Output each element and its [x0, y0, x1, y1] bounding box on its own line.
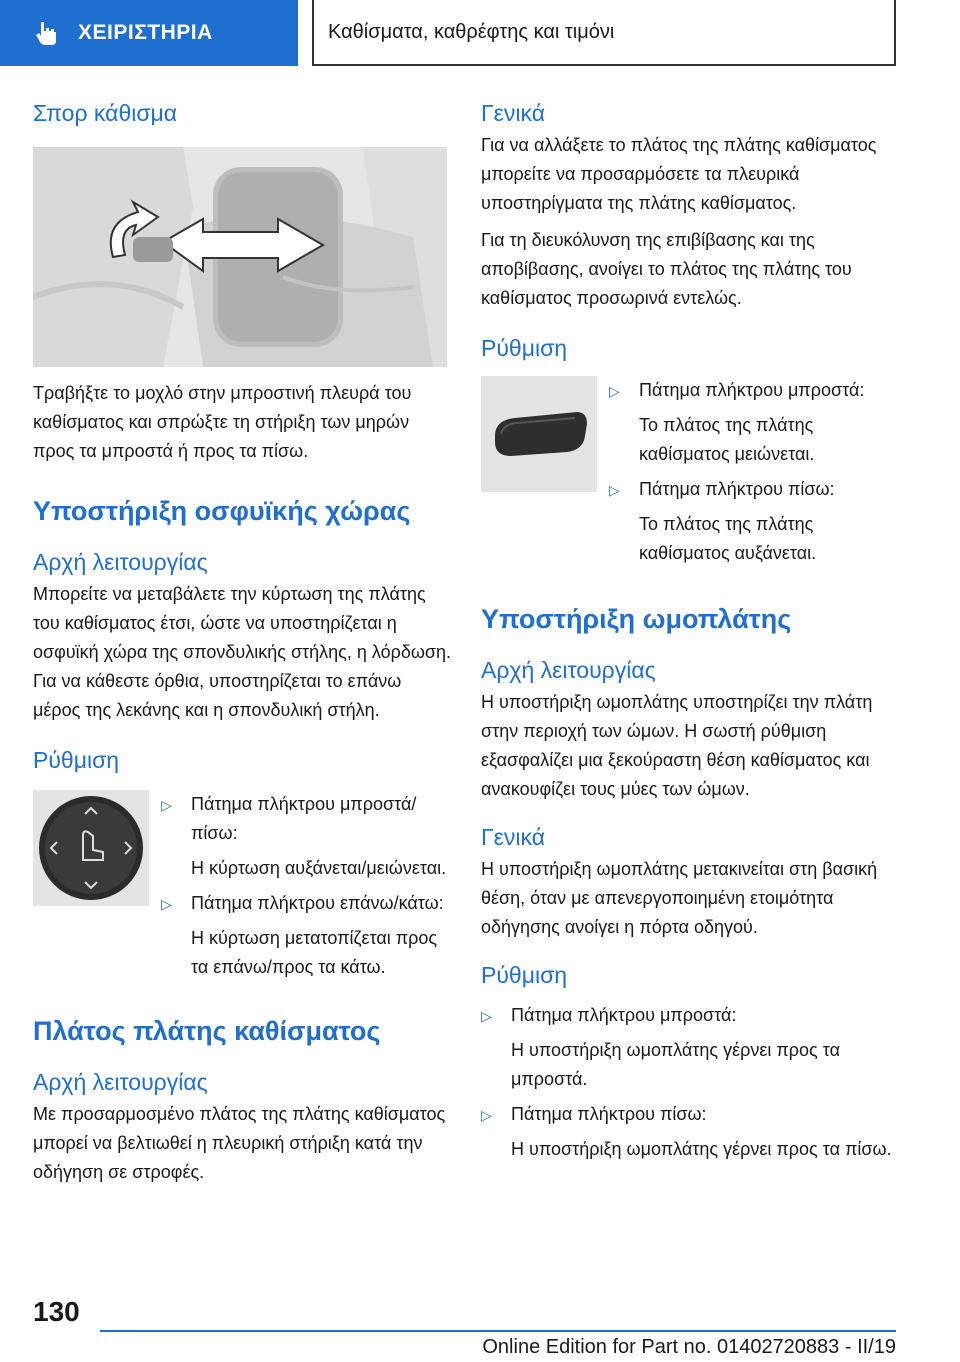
- lumbar-principle-text: Μπορείτε να μεταβάλετε την κύρτωση της πλάτης του καθίσματος έτσι, ώστε να υποστηρίζεται η οσφυϊκή χώρα της σπονδυλικής στήλης, η λόρδωση. Για να κάθεστε όρθια, υποστηρίζεται το επάνω μέρος της λεκάνης και η σπονδυλική στήλη.: [33, 584, 452, 720]
- step-arrow-icon: ▷: [481, 1107, 492, 1123]
- shoulder-general-heading: Γενικά: [481, 824, 546, 850]
- lumbar-control-image: [33, 790, 149, 906]
- edition-text: Online Edition for Part no. 01402720883 - II/19: [482, 1336, 896, 1358]
- step-result: Η κύρτωση μετατοπίζεται προς τα επάνω/προς τα κάτω.: [191, 928, 438, 977]
- section-tab[interactable]: [0, 0, 298, 66]
- chapter-title: Καθίσματα, καθρέφτης και τιμόνι: [312, 0, 896, 66]
- step-arrow-icon: ▷: [481, 1008, 492, 1024]
- general-paragraph-2: Για τη διευκόλυνση της επιβίβασης και της αποβίβασης, ανοίγει το πλάτος της πλάτης του καθίσματος προσωρινά εντελώς.: [481, 230, 852, 308]
- list-item: [161, 889, 453, 982]
- step-result: Η υποστήριξη ωμοπλάτης γέρνει προς τα πίσω.: [511, 1139, 892, 1159]
- list-item: [481, 1100, 901, 1164]
- step-result: Η κύρτωση αυξάνεται/μειώνεται.: [191, 858, 447, 878]
- lumbar-steps-list: [161, 790, 453, 988]
- sport-seat-heading: Σπορ κάθισμα: [33, 100, 178, 126]
- general-paragraph-1: Για να αλλάξετε το πλάτος της πλάτης καθίσματος μπορείτε να προσαρμόσετε τα πλευρικά υποστηρίγματα της πλάτης καθίσματος.: [481, 135, 877, 213]
- shoulder-adjust-heading: Ρύθμιση: [481, 962, 568, 988]
- step-action: Πάτημα πλήκτρου επάνω/κάτω:: [191, 893, 444, 913]
- step-action: Πάτημα πλήκτρου μπροστά:: [511, 1005, 737, 1025]
- step-action: Πάτημα πλήκτρου μπροστά:: [639, 380, 865, 400]
- step-action: Πάτημα πλήκτρου πίσω:: [639, 479, 835, 499]
- shoulder-principle-text: Η υποστήριξη ωμοπλάτης υποστηρίζει την πλάτη στην περιοχή των ώμων. Η σωστή ρύθμιση εξασφαλίζει μια ξεκούραστη θέση καθίσματος και ανακουφίζει τους μύες των ώμων.: [481, 692, 873, 799]
- lumbar-principle-heading: Αρχή λειτουργίας: [33, 549, 208, 575]
- step-result: Το πλάτος της πλάτης καθίσματος αυξάνεται.: [639, 514, 817, 563]
- sport-seat-caption: Τραβήξτε το μοχλό στην μπροστινή πλευρά του καθίσματος και σπρώξτε τη στήριξη των μηρών προς τα μπροστά ή προς τα πίσω.: [33, 383, 412, 461]
- width-principle-heading: Αρχή λειτουργίας: [33, 1069, 208, 1095]
- step-arrow-icon: ▷: [609, 383, 620, 399]
- step-arrow-icon: ▷: [161, 797, 172, 813]
- shoulder-steps-list: [481, 1001, 901, 1164]
- footer-divider: [100, 1330, 896, 1332]
- step-result: Το πλάτος της πλάτης καθίσματος μειώνεται.: [639, 415, 815, 464]
- backrest-width-heading: Πλάτος πλάτης καθίσματος: [33, 1016, 381, 1046]
- lumbar-support-heading: Υποστήριξη οσφυϊκής χώρας: [33, 496, 411, 526]
- step-arrow-icon: ▷: [161, 896, 172, 912]
- left-column: [33, 100, 453, 1187]
- width-principle-text: Με προσαρμοσμένο πλάτος της πλάτης καθίσματος μπορεί να βελτιωθεί η πλευρική στήριξη κατά την οδήγηση σε στροφές.: [33, 1104, 446, 1182]
- step-action: Πάτημα πλήκτρου πίσω:: [511, 1104, 707, 1124]
- width-control-image: [481, 376, 597, 492]
- step-result: Η υποστήριξη ωμοπλάτης γέρνει προς τα μπροστά.: [511, 1040, 840, 1089]
- page-number: 130: [33, 1296, 80, 1327]
- shoulder-general-text: Η υποστήριξη ωμοπλάτης μετακινείται στη βασική θέση, όταν με απενεργοποιημένη ετοιμότητα οδήγησης ανοίγει η πόρτα οδηγού.: [481, 859, 878, 937]
- list-item: [481, 1001, 901, 1094]
- shoulder-principle-heading: Αρχή λειτουργίας: [481, 657, 656, 683]
- shoulder-support-heading: Υποστήριξη ωμοπλάτης: [481, 604, 792, 634]
- list-item: [609, 475, 901, 568]
- right-column: [481, 100, 901, 1170]
- list-item: [609, 376, 901, 469]
- section-tab-label: ΧΕΙΡΙΣΤΗΡΙΑ: [78, 21, 213, 44]
- lumbar-adjust-heading: Ρύθμιση: [33, 747, 120, 773]
- step-action: Πάτημα πλήκτρου μπροστά/πίσω:: [191, 794, 417, 843]
- width-adjust-heading: Ρύθμιση: [481, 335, 568, 361]
- general-heading: Γενικά: [481, 100, 546, 126]
- step-arrow-icon: ▷: [609, 482, 620, 498]
- width-steps-list: [609, 376, 901, 574]
- list-item: [161, 790, 453, 883]
- sport-seat-illustration: [33, 147, 447, 367]
- hand-pointer-icon: [32, 18, 62, 48]
